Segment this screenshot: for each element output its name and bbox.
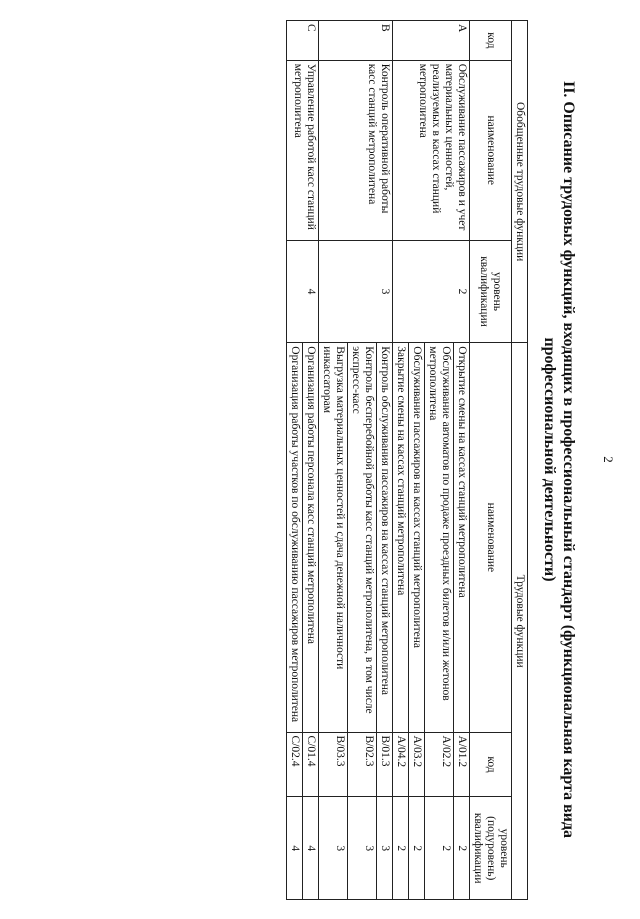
functional-map-table	[286, 20, 528, 900]
header-function-code: код	[470, 732, 512, 797]
function-level: 3	[377, 797, 393, 900]
function-name: Закрытие смены на кассах станций метрополитена	[393, 343, 409, 732]
function-level: 4	[287, 797, 303, 900]
function-name: Организация работы участков по обслуживанию пассажиров метрополитена	[287, 343, 303, 732]
function-code: A/01.2	[454, 732, 470, 797]
header-name: наименование	[470, 60, 512, 240]
function-name: Контроль обслуживания пассажиров на кассах станций метрополитена	[377, 343, 393, 732]
function-level: 3	[319, 797, 348, 900]
function-name: Выгрузка материальных ценностей и сдача денежной наличности инкассаторам	[319, 343, 348, 732]
function-level: 2	[425, 797, 454, 900]
group-name: Управление работой касс станций метрополитена	[287, 60, 319, 240]
header-qualification-level: уровень квалификации	[470, 240, 512, 343]
section-title: II. Описание трудовых функций, входящих в профессиональный стандарт (функциональная карта вида профессиональной деятельности)	[541, 80, 577, 839]
table-row	[454, 21, 470, 900]
header-generalized-functions: Обобщенные трудовые функции	[512, 21, 528, 343]
function-name: Организация работы персонала касс станций метрополитена	[303, 343, 319, 732]
group-level: 4	[287, 240, 319, 343]
header-code: код	[470, 21, 512, 61]
group-name: Обслуживание пассажиров и учет материальных ценностей, реализуемых в кассах станций метрополитена	[393, 60, 470, 240]
group-code: B	[319, 21, 393, 61]
function-code: A/02.2	[425, 732, 454, 797]
function-code: A/03.2	[409, 732, 425, 797]
function-level: 3	[348, 797, 377, 900]
function-name: Контроль бесперебойной работы касс станций метрополитена, в том числе экспресс-касс	[348, 343, 377, 732]
page-number: 2	[601, 456, 616, 463]
function-level: 2	[409, 797, 425, 900]
header-sublevel: уровень (подуровень) квалификации	[470, 797, 512, 900]
function-name: Обслуживание автоматов по продаже проездных билетов и/или жетонов метрополитена	[425, 343, 454, 732]
function-name: Открытие смены на кассах станций метрополитена	[454, 343, 470, 732]
function-code: B/01.3	[377, 732, 393, 797]
function-level: 4	[303, 797, 319, 900]
header-function-name: наименование	[470, 343, 512, 732]
header-row-top	[512, 21, 528, 900]
function-name: Обслуживание пассажиров на кассах станций метрополитена	[409, 343, 425, 732]
function-level: 2	[393, 797, 409, 900]
function-level: 2	[454, 797, 470, 900]
function-code: C/02.4	[287, 732, 303, 797]
function-code: B/03.3	[319, 732, 348, 797]
group-name: Контроль оперативной работы касс станций метрополитена	[319, 60, 393, 240]
function-code: A/04.2	[393, 732, 409, 797]
function-code: B/02.3	[348, 732, 377, 797]
header-row-sub	[470, 21, 512, 900]
function-code: C/01.4	[303, 732, 319, 797]
table-row	[303, 21, 319, 900]
group-level: 3	[319, 240, 393, 343]
group-level: 2	[393, 240, 470, 343]
header-labor-functions: Трудовые функции	[512, 343, 528, 900]
table-row	[377, 21, 393, 900]
group-code: A	[393, 21, 470, 61]
group-code: C	[287, 21, 319, 61]
